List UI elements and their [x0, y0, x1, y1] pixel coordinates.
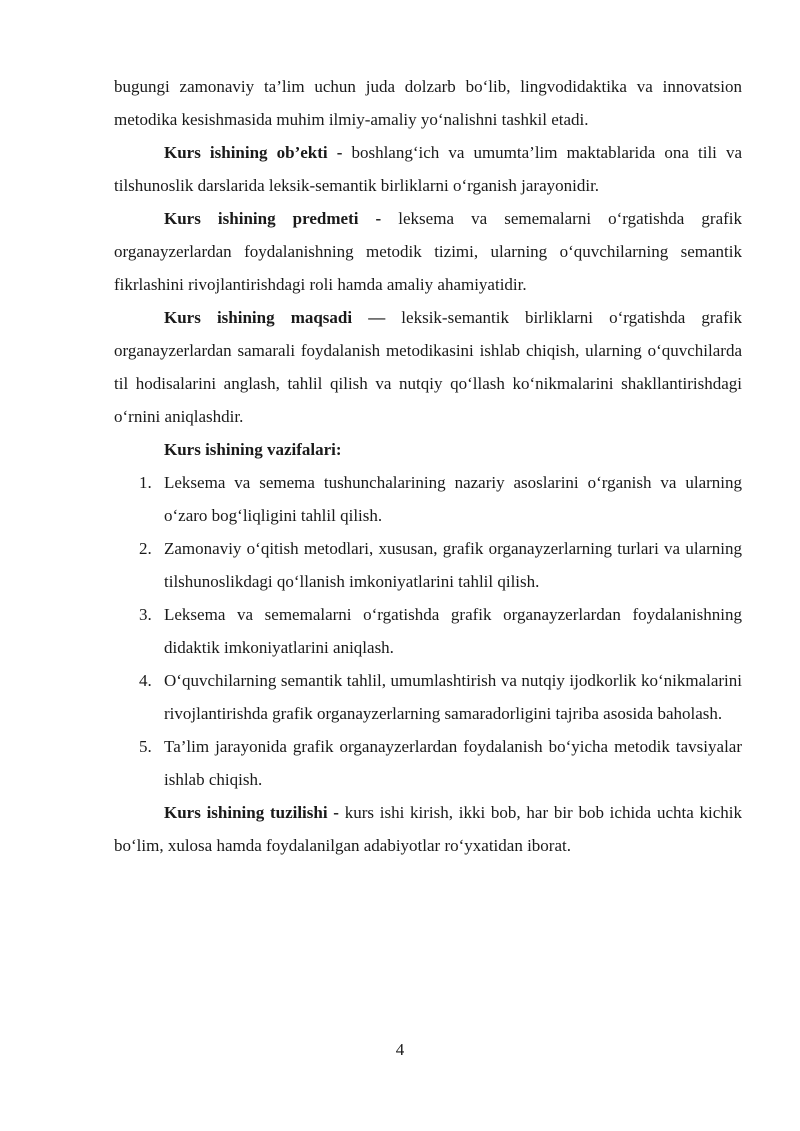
list-item-number: 1. [139, 473, 152, 492]
document-page [114, 70, 742, 862]
subject-paragraph [114, 202, 742, 301]
list-item [114, 466, 742, 532]
structure-paragraph [114, 796, 742, 862]
tasks-heading-label: Kurs ishining vazifalari: [164, 440, 342, 459]
list-item-number: 2. [139, 539, 152, 558]
intro-paragraph: bugungi zamonaviy ta’lim uchun juda dolzarb bo‘lib, lingvodidaktika va innovatsion metodika kesishmasida muhim ilmiy-amaliy yo‘nalishni tashkil etadi. [114, 77, 742, 129]
list-item-text: Leksema va sememalarni o‘rgatishda grafik organayzerlardan foydalanishning didaktik imkoniyatlarini aniqlash. [164, 605, 742, 657]
list-item-number: 3. [139, 605, 152, 624]
list-item [114, 730, 742, 796]
list-item [114, 598, 742, 664]
goal-text: leksik-semantik birliklarni o‘rgatishda grafik organayzerlardan samarali foydalanish metodikasini ishlab chiqish, ularning o‘quvchilarda til hodisalarini anglash, tahlil qilish va nutqiy qo‘llash ko‘nikmalarini shakllantirishdagi o‘rnini aniqlashdir. [114, 308, 742, 426]
object-text: boshlang‘ich va umumta’lim maktablarida ona tili va tilshunoslik darslarida leksik-semantik birliklarni o‘rganish jarayonidir. [114, 143, 743, 195]
list-item-text: Ta’lim jarayonida grafik organayzerlardan foydalanish bo‘yicha metodik tavsiyalar ishlab chiqish. [164, 737, 742, 789]
structure-label: Kurs ishining tuzilishi - [164, 803, 339, 822]
goal-paragraph [114, 301, 742, 433]
page-number: 4 [395, 1040, 405, 1059]
tasks-heading [114, 433, 742, 466]
structure-text: kurs ishi kirish, ikki bob, har bir bob ichida uchta kichik bo‘lim, xulosa hamda foydalanilgan adabiyotlar ro‘yxatidan iborat. [114, 803, 742, 855]
object-paragraph [114, 136, 742, 202]
tasks-list [114, 466, 742, 796]
list-item-number: 5. [139, 737, 152, 756]
goal-label: Kurs ishining maqsadi — [164, 308, 386, 327]
object-label: Kurs ishining ob’ekti - [164, 143, 343, 162]
list-item [114, 532, 742, 598]
subject-label: Kurs ishining predmeti - [164, 209, 382, 228]
list-item-text: Leksema va semema tushunchalarining nazariy asoslarini o‘rganish va ularning o‘zaro bog‘liqligini tahlil qilish. [164, 473, 742, 525]
subject-text: leksema va sememalarni o‘rgatishda grafik organayzerlardan foydalanishning metodik tizimi, ularning o‘quvchilarning semantik fikrlashini rivojlantirishdagi roli hamda amaliy ahamiyatidir. [114, 209, 742, 294]
list-item-text: O‘quvchilarning semantik tahlil, umumlashtirish va nutqiy ijodkorlik ko‘nikmalarini rivojlantirishda grafik organayzerlarning samaradorligini tajriba asosida baholash. [164, 671, 742, 723]
list-item-text: Zamonaviy o‘qitish metodlari, xususan, grafik organayzerlarning turlari va ularning tilshunoslikdagi qo‘llanish imkoniyatlarini tahlil qilish. [164, 539, 742, 591]
list-item [114, 664, 742, 730]
list-item-number: 4. [139, 671, 152, 690]
